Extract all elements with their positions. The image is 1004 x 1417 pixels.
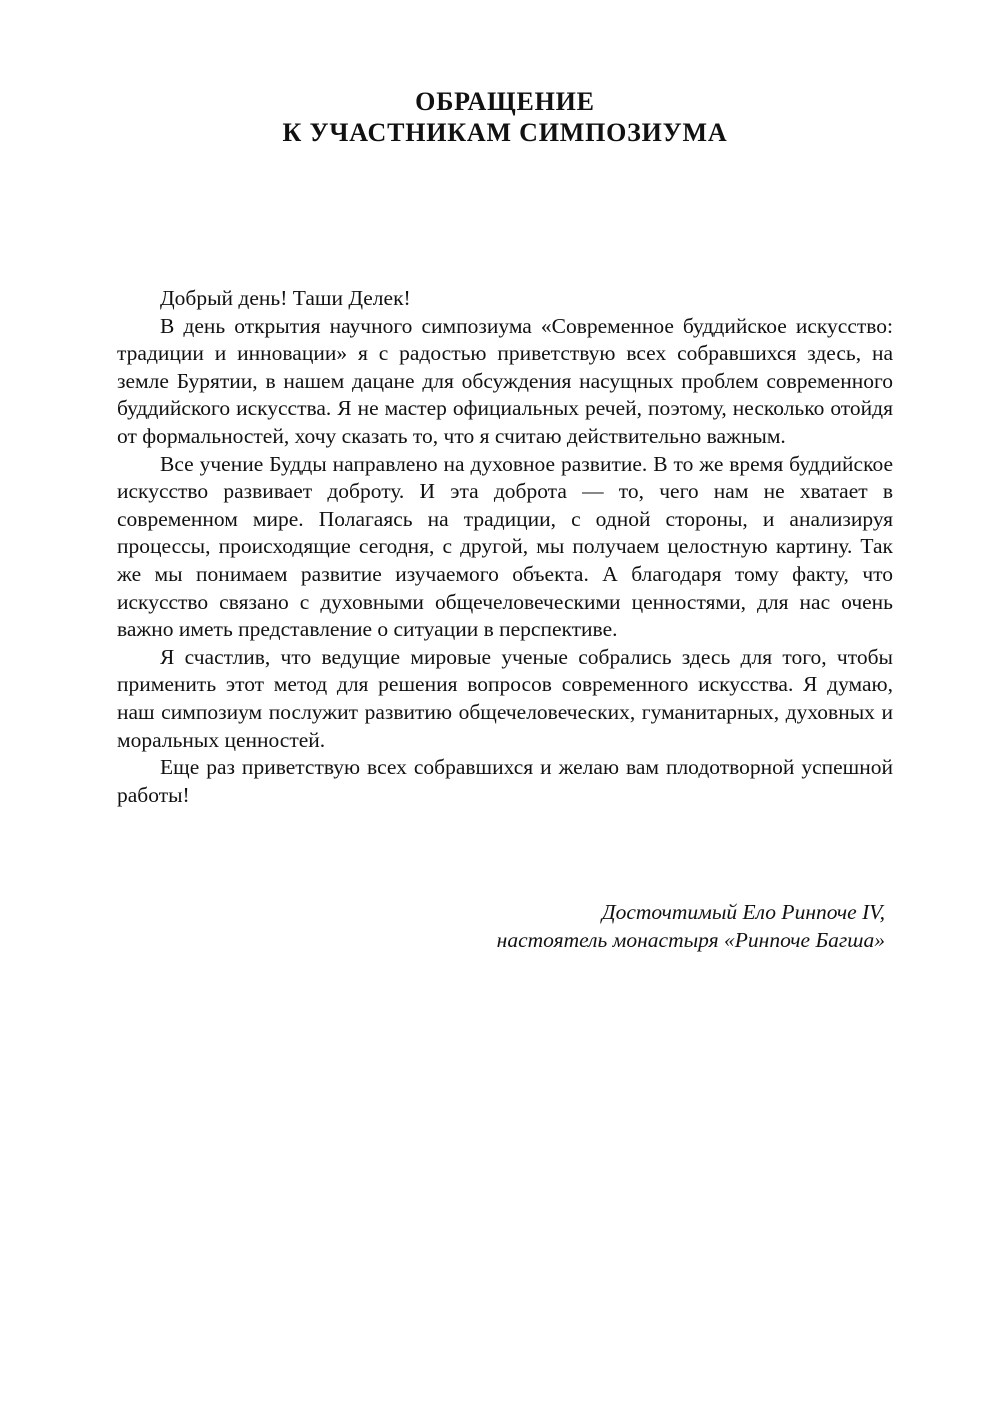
- signature-name: Досточтимый Ело Ринпоче IV,: [601, 900, 885, 924]
- body-paragraph: Все учение Будды направлено на духовное развитие. В то же время буддийское искусство развивает доброту. И эта доброта — то, чего нам не хватает в современном мире. Полагаясь на традиции, с одной стороны, и анализируя процессы, происходящие сегодня, с другой, мы получаем целостную картину. Так же мы понимаем развитие изучаемого объекта. А благодаря тому факту, что искусство связано с духовными общечеловеческими ценностями, для нас очень важно иметь представление о ситуации в перспективе.: [117, 451, 893, 642]
- letter-body: [117, 285, 893, 809]
- body-paragraph: Я счастлив, что ведущие мировые ученые собрались здесь для того, чтобы применить этот метод для решения вопросов современного искусства. Я думаю, наш симпозиум послужит развитию общечеловеческих, гуманитарных, духовных и моральных ценностей.: [117, 644, 893, 752]
- greeting-paragraph: Добрый день! Таши Делек!: [160, 286, 411, 310]
- body-paragraph: В день открытия научного симпозиума «Современное буддийское искусство: традиции и инновации» я с радостью приветствую всех собравшихся здесь, на земле Бурятии, в нашем дацане для обсуждения насущных проблем современного буддийского искусства. Я не мастер официальных речей, поэтому, несколько отойдя от формальностей, хочу сказать то, что я считаю действительно важным.: [117, 313, 893, 448]
- signature-position: настоятель монастыря «Ринпоче Багша»: [496, 928, 885, 952]
- page-title: [0, 86, 1004, 148]
- signature-block: [497, 898, 885, 954]
- title-line-1: ОБРАЩЕНИЕ: [415, 87, 595, 116]
- body-paragraph: Еще раз приветствую всех собравшихся и желаю вам плодотворной успешной работы!: [117, 755, 893, 807]
- title-line-2: К УЧАСТНИКАМ СИМПОЗИУМА: [282, 118, 728, 147]
